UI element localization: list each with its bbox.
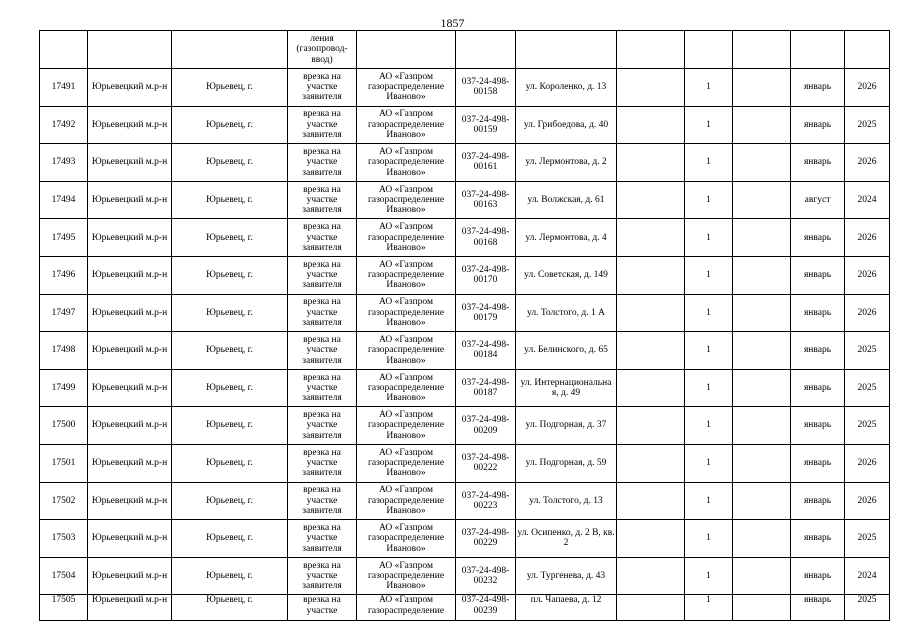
count-cell: 1	[685, 219, 733, 257]
blank-cell	[617, 557, 685, 595]
row-number-cell: 17492	[40, 106, 88, 144]
organization-cell: АО «Газпром газораспределение Иваново»	[357, 219, 456, 257]
row-number-cell: 17496	[40, 256, 88, 294]
district-cell: Юрьевецкий м.р-н	[88, 557, 172, 595]
blank-cell	[733, 219, 791, 257]
district-cell: Юрьевецкий м.р-н	[88, 256, 172, 294]
organization-cell: АО «Газпром газораспределение Иваново»	[357, 294, 456, 332]
organization-cell: АО «Газпром газораспределение Иваново»	[357, 332, 456, 370]
district-cell: Юрьевецкий м.р-н	[88, 69, 172, 107]
month-cell: январь	[791, 520, 845, 558]
year-cell: 2026	[845, 69, 890, 107]
application-code-cell: 037-24-498-00239	[456, 595, 516, 621]
district-cell: Юрьевецкий м.р-н	[88, 106, 172, 144]
organization-cell: АО «Газпром газораспределение Иваново»	[357, 69, 456, 107]
month-cell: август	[791, 181, 845, 219]
settlement-cell: Юрьевец, г.	[172, 144, 288, 182]
blank-cell	[733, 144, 791, 182]
connection-type-cell: врезка на участке заявителя	[288, 482, 357, 520]
month-cell: январь	[791, 595, 845, 621]
district-cell: Юрьевецкий м.р-н	[88, 407, 172, 445]
count-cell: 1	[685, 444, 733, 482]
count-cell: 1	[685, 106, 733, 144]
blank-cell	[733, 181, 791, 219]
month-cell: январь	[791, 69, 845, 107]
organization-cell: АО «Газпром газораспределение Иваново»	[357, 444, 456, 482]
count-cell: 1	[685, 144, 733, 182]
year-cell: 2026	[845, 444, 890, 482]
header-cell-empty	[357, 31, 456, 69]
address-cell: ул. Тургенева, д. 43	[516, 557, 617, 595]
header-cell-empty	[733, 31, 791, 69]
gas-connection-register-table	[39, 30, 890, 621]
settlement-cell: Юрьевец, г.	[172, 69, 288, 107]
month-cell: январь	[791, 294, 845, 332]
blank-cell	[617, 219, 685, 257]
organization-cell: АО «Газпром газораспределение Иваново»	[357, 520, 456, 558]
table-row	[40, 520, 890, 558]
row-number-cell: 17499	[40, 369, 88, 407]
application-code-cell: 037-24-498-00163	[456, 181, 516, 219]
count-cell: 1	[685, 69, 733, 107]
district-cell: Юрьевецкий м.р-н	[88, 294, 172, 332]
address-cell: ул. Подгорная, д. 37	[516, 407, 617, 445]
count-cell: 1	[685, 557, 733, 595]
table-row	[40, 144, 890, 182]
table-row	[40, 482, 890, 520]
organization-cell: АО «Газпром газораспределение Иваново»	[357, 144, 456, 182]
blank-cell	[617, 106, 685, 144]
address-cell: ул. Грибоедова, д. 40	[516, 106, 617, 144]
connection-type-cell: врезка на участке заявителя	[288, 444, 357, 482]
blank-cell	[733, 482, 791, 520]
row-number-cell: 17491	[40, 69, 88, 107]
blank-cell	[617, 595, 685, 621]
blank-cell	[733, 407, 791, 445]
table-row	[40, 369, 890, 407]
application-code-cell: 037-24-498-00209	[456, 407, 516, 445]
blank-cell	[617, 444, 685, 482]
blank-cell	[733, 294, 791, 332]
table-row	[40, 444, 890, 482]
organization-cell: АО «Газпром газораспределение Иваново»	[357, 181, 456, 219]
application-code-cell: 037-24-498-00229	[456, 520, 516, 558]
table-row	[40, 407, 890, 445]
settlement-cell: Юрьевец, г.	[172, 595, 288, 621]
connection-type-cell: врезка на участке заявителя	[288, 520, 357, 558]
address-cell: ул. Короленко, д. 13	[516, 69, 617, 107]
connection-type-cell: врезка на участке заявителя	[288, 294, 357, 332]
application-code-cell: 037-24-498-00158	[456, 69, 516, 107]
table-row	[40, 69, 890, 107]
count-cell: 1	[685, 181, 733, 219]
application-code-cell: 037-24-498-00223	[456, 482, 516, 520]
count-cell: 1	[685, 407, 733, 445]
page-number: 1857	[440, 16, 465, 30]
month-cell: январь	[791, 482, 845, 520]
table-row	[40, 294, 890, 332]
blank-cell	[733, 520, 791, 558]
address-cell: ул. Лермонтова, д. 2	[516, 144, 617, 182]
connection-type-cell: врезка на участке заявителя	[288, 407, 357, 445]
year-cell: 2025	[845, 407, 890, 445]
month-cell: январь	[791, 407, 845, 445]
blank-cell	[617, 181, 685, 219]
row-number-cell: 17505	[40, 595, 88, 621]
address-cell: ул. Толстого, д. 1 А	[516, 294, 617, 332]
organization-cell: АО «Газпром газораспределение Иваново»	[357, 482, 456, 520]
application-code-cell: 037-24-498-00170	[456, 256, 516, 294]
blank-cell	[617, 520, 685, 558]
header-cell-type-continued: ления (газопровод- ввод)	[288, 31, 357, 69]
district-cell: Юрьевецкий м.р-н	[88, 369, 172, 407]
month-cell: январь	[791, 557, 845, 595]
blank-cell	[733, 595, 791, 621]
table-row	[40, 219, 890, 257]
blank-cell	[617, 256, 685, 294]
settlement-cell: Юрьевец, г.	[172, 369, 288, 407]
blank-cell	[617, 69, 685, 107]
blank-cell	[617, 332, 685, 370]
blank-cell	[733, 557, 791, 595]
row-number-cell: 17497	[40, 294, 88, 332]
district-cell: Юрьевецкий м.р-н	[88, 144, 172, 182]
organization-cell: АО «Газпром газораспределение Иваново»	[357, 557, 456, 595]
application-code-cell: 037-24-498-00222	[456, 444, 516, 482]
month-cell: январь	[791, 144, 845, 182]
count-cell: 1	[685, 520, 733, 558]
district-cell: Юрьевецкий м.р-н	[88, 181, 172, 219]
year-cell: 2026	[845, 144, 890, 182]
settlement-cell: Юрьевец, г.	[172, 332, 288, 370]
header-cell-empty	[516, 31, 617, 69]
header-cell-empty	[172, 31, 288, 69]
connection-type-cell: врезка на участке заявителя	[288, 256, 357, 294]
blank-cell	[617, 407, 685, 445]
application-code-cell: 037-24-498-00184	[456, 332, 516, 370]
address-cell: ул. Советская, д. 149	[516, 256, 617, 294]
year-cell: 2024	[845, 181, 890, 219]
header-cell-empty	[88, 31, 172, 69]
table-row	[40, 106, 890, 144]
settlement-cell: Юрьевец, г.	[172, 294, 288, 332]
blank-cell	[617, 144, 685, 182]
settlement-cell: Юрьевец, г.	[172, 557, 288, 595]
connection-type-cell: врезка на участке	[288, 595, 357, 621]
connection-type-cell: врезка на участке заявителя	[288, 369, 357, 407]
count-cell: 1	[685, 369, 733, 407]
year-cell: 2025	[845, 595, 890, 621]
blank-cell	[733, 332, 791, 370]
row-number-cell: 17494	[40, 181, 88, 219]
header-cell-empty	[845, 31, 890, 69]
year-cell: 2025	[845, 332, 890, 370]
count-cell: 1	[685, 595, 733, 621]
address-cell: ул. Осипенко, д. 2 В, кв. 2	[516, 520, 617, 558]
year-cell: 2024	[845, 557, 890, 595]
count-cell: 1	[685, 332, 733, 370]
organization-cell: АО «Газпром газораспределение Иваново»	[357, 256, 456, 294]
address-cell: ул. Толстого, д. 13	[516, 482, 617, 520]
district-cell: Юрьевецкий м.р-н	[88, 332, 172, 370]
month-cell: январь	[791, 106, 845, 144]
month-cell: январь	[791, 256, 845, 294]
application-code-cell: 037-24-498-00168	[456, 219, 516, 257]
connection-type-cell: врезка на участке заявителя	[288, 332, 357, 370]
month-cell: январь	[791, 332, 845, 370]
settlement-cell: Юрьевец, г.	[172, 444, 288, 482]
settlement-cell: Юрьевец, г.	[172, 256, 288, 294]
connection-type-cell: врезка на участке заявителя	[288, 106, 357, 144]
organization-cell: АО «Газпром газораспределение	[357, 595, 456, 621]
year-cell: 2026	[845, 219, 890, 257]
application-code-cell: 037-24-498-00159	[456, 106, 516, 144]
blank-cell	[617, 482, 685, 520]
row-number-cell: 17493	[40, 144, 88, 182]
settlement-cell: Юрьевец, г.	[172, 219, 288, 257]
row-number-cell: 17501	[40, 444, 88, 482]
count-cell: 1	[685, 256, 733, 294]
district-cell: Юрьевецкий м.р-н	[88, 219, 172, 257]
count-cell: 1	[685, 294, 733, 332]
row-number-cell: 17502	[40, 482, 88, 520]
year-cell: 2026	[845, 482, 890, 520]
header-cell-empty	[40, 31, 88, 69]
year-cell: 2025	[845, 106, 890, 144]
year-cell: 2026	[845, 256, 890, 294]
application-code-cell: 037-24-498-00161	[456, 144, 516, 182]
address-cell: ул. Подгорная, д. 59	[516, 444, 617, 482]
application-code-cell: 037-24-498-00179	[456, 294, 516, 332]
address-cell: ул. Волжская, д. 61	[516, 181, 617, 219]
year-cell: 2025	[845, 369, 890, 407]
district-cell: Юрьевецкий м.р-н	[88, 482, 172, 520]
blank-cell	[617, 369, 685, 407]
month-cell: январь	[791, 219, 845, 257]
table-row	[40, 181, 890, 219]
month-cell: январь	[791, 369, 845, 407]
address-cell: ул. Лермонтова, д. 4	[516, 219, 617, 257]
district-cell: Юрьевецкий м.р-н	[88, 595, 172, 621]
settlement-cell: Юрьевец, г.	[172, 407, 288, 445]
organization-cell: АО «Газпром газораспределение Иваново»	[357, 369, 456, 407]
address-cell: ул. Белинского, д. 65	[516, 332, 617, 370]
connection-type-cell: врезка на участке заявителя	[288, 69, 357, 107]
continued-header-row	[40, 31, 890, 69]
table-row	[40, 595, 890, 621]
month-cell: январь	[791, 444, 845, 482]
year-cell: 2026	[845, 294, 890, 332]
blank-cell	[733, 256, 791, 294]
row-number-cell: 17498	[40, 332, 88, 370]
table-row	[40, 332, 890, 370]
blank-cell	[733, 369, 791, 407]
connection-type-cell: врезка на участке заявителя	[288, 181, 357, 219]
organization-cell: АО «Газпром газораспределение Иваново»	[357, 106, 456, 144]
connection-type-cell: врезка на участке заявителя	[288, 144, 357, 182]
connection-type-cell: врезка на участке заявителя	[288, 557, 357, 595]
application-code-cell: 037-24-498-00232	[456, 557, 516, 595]
connection-type-cell: врезка на участке заявителя	[288, 219, 357, 257]
district-cell: Юрьевецкий м.р-н	[88, 444, 172, 482]
blank-cell	[733, 69, 791, 107]
application-code-cell: 037-24-498-00187	[456, 369, 516, 407]
row-number-cell: 17500	[40, 407, 88, 445]
row-number-cell: 17504	[40, 557, 88, 595]
organization-cell: АО «Газпром газораспределение Иваново»	[357, 407, 456, 445]
header-cell-empty	[685, 31, 733, 69]
header-cell-empty	[456, 31, 516, 69]
header-cell-empty	[791, 31, 845, 69]
district-cell: Юрьевецкий м.р-н	[88, 520, 172, 558]
row-number-cell: 17503	[40, 520, 88, 558]
table-row	[40, 557, 890, 595]
settlement-cell: Юрьевец, г.	[172, 181, 288, 219]
header-cell-empty	[617, 31, 685, 69]
settlement-cell: Юрьевец, г.	[172, 520, 288, 558]
address-cell: ул. Интернациональна я, д. 49	[516, 369, 617, 407]
blank-cell	[733, 106, 791, 144]
settlement-cell: Юрьевец, г.	[172, 482, 288, 520]
address-cell: пл. Чапаева, д. 12	[516, 595, 617, 621]
table-row	[40, 256, 890, 294]
blank-cell	[617, 294, 685, 332]
settlement-cell: Юрьевец, г.	[172, 106, 288, 144]
year-cell: 2025	[845, 520, 890, 558]
row-number-cell: 17495	[40, 219, 88, 257]
blank-cell	[733, 444, 791, 482]
count-cell: 1	[685, 482, 733, 520]
